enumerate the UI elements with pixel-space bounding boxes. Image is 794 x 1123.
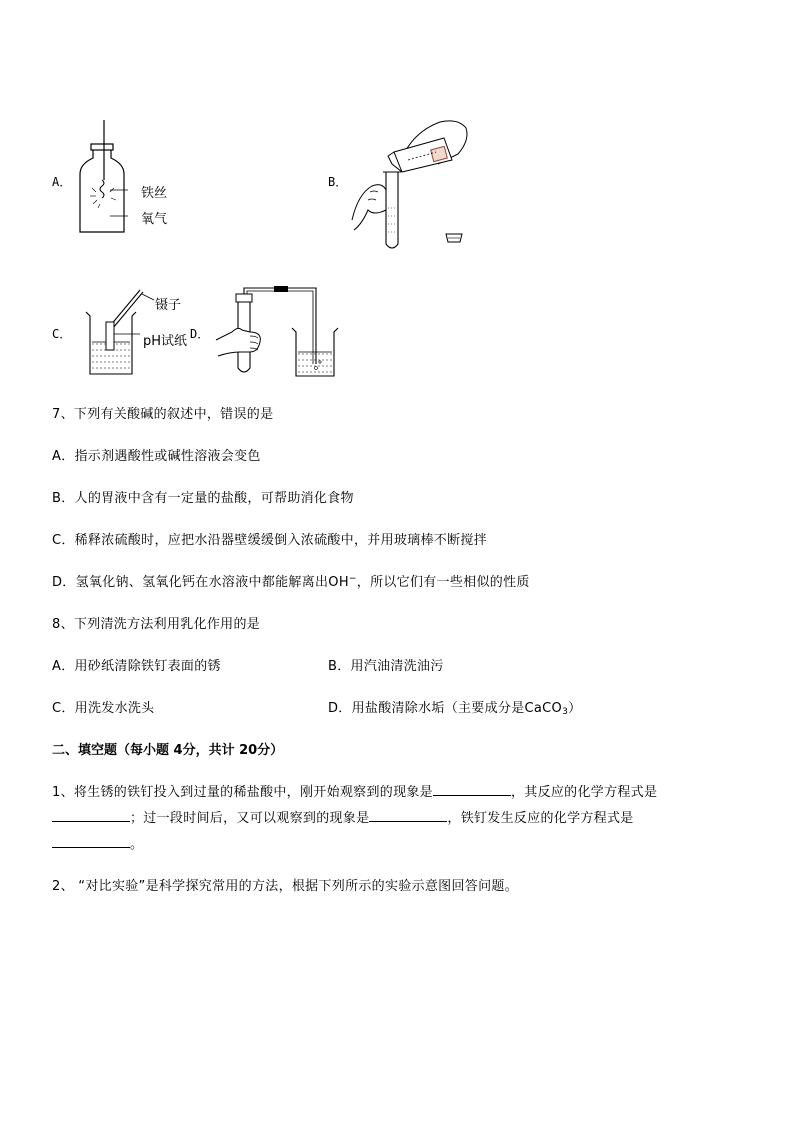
figure-b-pouring-liquid xyxy=(348,112,478,254)
q7-option-d: D．氢氧化钠、氢氧化钙在水溶液中都能解离出OH−，所以它们有一些相似的性质 xyxy=(52,574,530,590)
figure-d-letter: D． xyxy=(190,327,210,341)
fill1-blank-1[interactable] xyxy=(433,783,511,796)
q7-option-b: B．人的胃液中含有一定量的盐酸，可帮助消化食物 xyxy=(52,491,354,506)
fill1-blank-2[interactable] xyxy=(52,809,130,822)
fill1-line3: 。 xyxy=(52,833,143,852)
q7-option-c: C．稀释浓硫酸时，应把水沿器壁缓缓倒入浓硫酸中，并用玻璃棒不断搅拌 xyxy=(52,533,487,548)
figure-a-letter: A． xyxy=(52,175,72,189)
figure-c-label-ph-paper: pH试纸 xyxy=(143,334,188,349)
q8-stem: 8、下列清洗方法利用乳化作用的是 xyxy=(52,617,261,632)
figure-c-label-tweezers: 镊子 xyxy=(155,298,182,313)
figure-b-letter: B． xyxy=(328,175,348,189)
fill1-line2: ；过一段时间后，又可以观察到的现象是 ，铁钉发生反应的化学方程式是 xyxy=(52,807,634,826)
figure-a-label-oxygen: 氧气 xyxy=(141,212,168,227)
q8-option-c: C．用洗发水洗头 xyxy=(52,701,155,716)
fill1-line1: 1、将生锈的铁钉投入到过量的稀盐酸中，刚开始观察到的现象是 ，其反应的化学方程式是 xyxy=(52,785,658,800)
q7-stem: 7、下列有关酸碱的叙述中，错误的是 xyxy=(52,407,274,422)
fill1-blank-3[interactable] xyxy=(369,809,447,822)
q8-option-a: A．用砂纸清除铁钉表面的锈 xyxy=(52,659,221,674)
fill1-blank-4[interactable] xyxy=(52,835,130,848)
figure-c-letter: C． xyxy=(52,327,72,341)
figure-a-label-iron-wire: 铁丝 xyxy=(141,186,168,201)
q7-option-a: A．指示剂遇酸性或碱性溶液会变色 xyxy=(52,449,261,464)
fill2-text: 2、 “对比实验”是科学探究常用的方法，根据下列所示的实验示意图回答问题。 xyxy=(52,879,518,894)
section-2-title: 二、填空题（每小题 4分，共计 20分） xyxy=(52,743,284,758)
q8-option-d: D．用盐酸清除水垢（主要成分是CaCO$_3$） xyxy=(328,701,582,717)
figure-d-airtightness-check xyxy=(212,282,342,378)
q8-option-b: B．用汽油清洗油污 xyxy=(328,659,444,674)
